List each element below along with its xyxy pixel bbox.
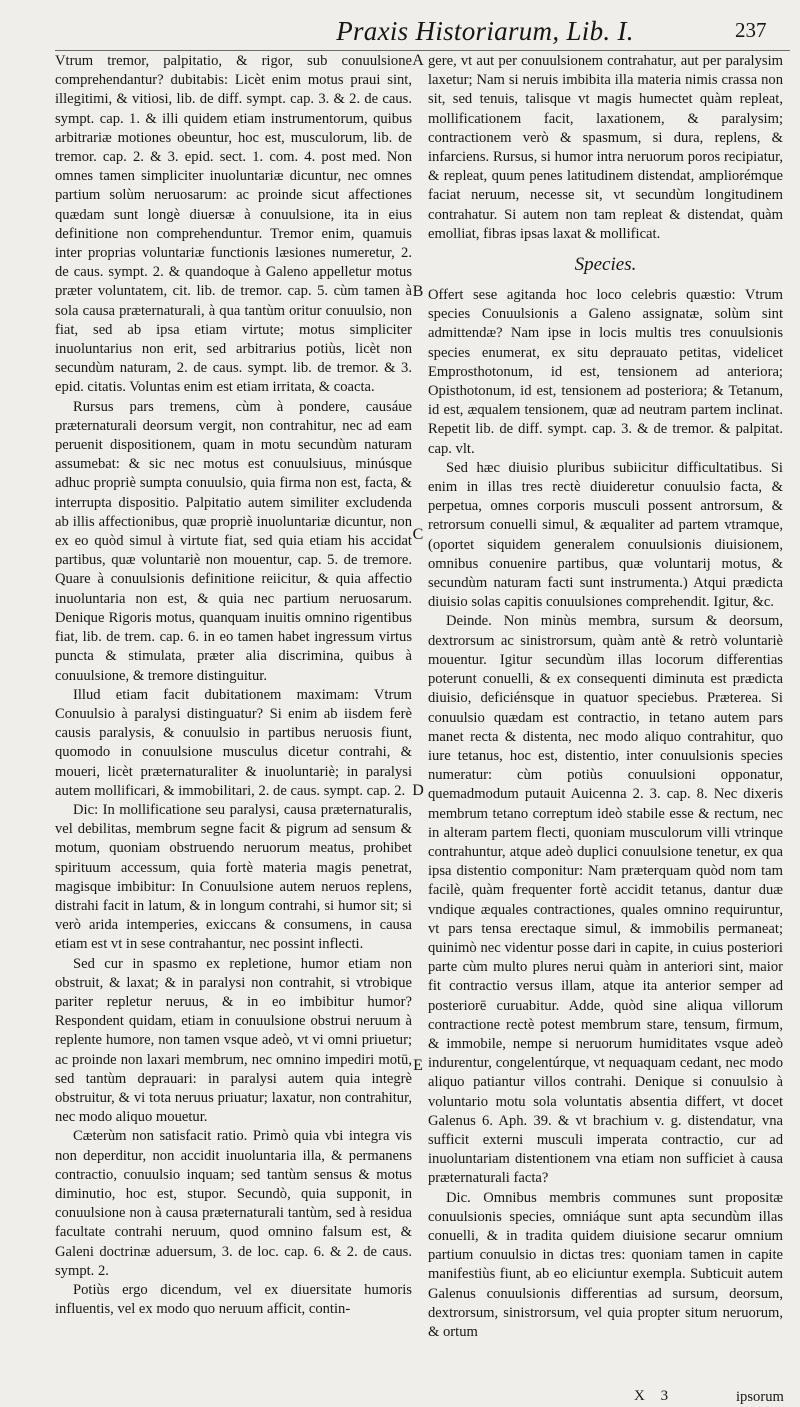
- page-number: 237: [735, 18, 767, 42]
- margin-letter-c: C: [412, 526, 424, 543]
- margin-letter-a: A: [412, 52, 424, 69]
- right-column: [428, 52, 783, 1342]
- paragraph: Vtrum tremor, palpitatio, & rigor, sub conuulsione comprehendantur? dubitabis: Licèt enim motus praui sint, illegitimi, & vitiosi, lib. de diff. sympt. cap. 3. & 2. de caus. sympt. cap. 1. & illi quidem etiam instrumentorum, quibus arbitrariæ motiones obeuntur, hoc est, musculorum, lib. de tremor. cap. 2. & 3. epid. sect. 1. com. 4. post med. Non omnes tamen simpliciter inuoluntariæ dicuntur, nec omnes partium solùm neruosarum: ac proinde sicut affectiones quædam sunt longè diuersæ à conuulsione, ita in eius definitione non comprehenduntur. Tremor enim, quamuis inter proprias voluntariæ functionis læsiones numeretur, 2. de caus. sympt. 2. & quandoque à Galeno appelletur motus præter voluntatem, cit. lib. de tremor. cap. 5. cùm tamen à sola causa præternaturali, à qua tantùm oritur conuulsio, non fiat, sed ab ipsa etiam virtute; motus simpliciter inuoluntarius non erit, sed arbitrarius potiùs, licèt non secundùm naturam, 2. de caus. sympt. lib. de tremor. & 3. epid. citatis. Voluntas enim est etiam irritata, & coacta.: [55, 53, 412, 396]
- paragraph: Sed cur in spasmo ex repletione, humor etiam non obstruit, & laxat; & in paralysi non contrahit, si vtrobique pariter repletur neruus, & in eo imbibitur humor? Respondent quidam, etiam in conuulsione obstrui neruum à replente humore, non tamen vsque adeò, vt vi omni priuetur; ac proinde non laxari membrum, nec omnino impediri motū, sed tantùm deprauari: in paralysi autem quia integrè obstruitur, & vi tota neruus priuatur; laxatur, non contrahitur, nec modo aliquo mouetur.: [55, 955, 412, 1126]
- paragraph: Rursus pars tremens, cùm à pondere, causáue præternaturali deorsum vergit, non contrahitur, nec ad eam peruenit dispositionem, quam in motu secundùm naturam assumebat: & sic nec motus est conuulsiuus, minúsque adhuc propriè sumpta conuulsio, quia firma non est, facta, & interrupta dispositio. Palpitatio autem similiter excludenda ab illis affectionibus, quæ propriè inuoluntariæ dicuntur, non ex eo quòd simul à virtute fiat, sed quia etiam his accidat partibus, quæ voluntariè non mouentur, cap. 5. de tremore. Quare à conuulsionis definitione reiicitur, & quia affectio inuoluntaria non est, & quia nec partium neruosarum. Denique Rigoris motus, quanquam inuitis omnino rigentibus fiat, lib. de trem. cap. 6. in eo tamen habet ingressum virtus puncta & stimulata, præter alia discrimina, quibus à conuulsione, & tremore distinguitur.: [55, 398, 412, 684]
- margin-letter-b: B: [412, 283, 424, 300]
- paragraph: Sed hæc diuisio pluribus subiicitur difficultatibus. Si enim in illas tres rectè diuideretur conuulsio facta, & perpetua, omnes corporis musculi possent antrorsum, & retrorsum conuelli simul, & æqualiter ad partem vtramque, (oportet siquidem generalem conuulsionis diuisionem, omnibus conuenire partibus, quæ voluntarij motus, & secundùm naturam facti sunt instrumenta.) Atqui prædicta diuisio solas capitis conuulsiones comprehendit. Igitur, &c.: [428, 459, 783, 611]
- running-head: Praxis Historiarum, Lib. I.: [336, 16, 634, 46]
- paragraph: Dic: In mollificatione seu paralysi, causa præternaturalis, vel debilitas, membrum segne facit & pigrum ad sensum & motum, quoniam obstruendo neruorum meatus, prohibet spirituum accessum, quia fortè materia magis penetrat, magisque imbibitur: In Conuulsione autem neruos replens, distrahi facit in latum, & in longum contrahi, si humor sit; si verò arida intemperies, exiccans & consumens, in causa etiam est vt in sese contrahantur, nec possint inflecti.: [55, 801, 412, 953]
- paragraph: Deinde. Non minùs membra, sursum & deorsum, dextrorsum ac sinistrorsum, quàm antè & retrò voluntariè mouentur. Igitur secundùm illas locorum differentias poterunt conuelli, & ex consequenti diminuta est prædicta diuisio, deficiénsque in quatuor speciebus. Præterea. Si conuulsio quædam est contractio, in tetano autem pars manet recta & distenta, nec modo aliquo contrahitur, quo iure tetanus, hoc est, distentio, inter conuulsionis species numeratur: cùm potiùs conuulsioni opponatur, quemadmodum putauit Auicenna 2. 3. cap. 8. Nec dixeris membrum tetano correptum ideò stabile esse & rectum, nec in alteram partem flecti, quoniam musculorum villi vtrinque contrahuntur, atque adeò duplici conuulsione tenetur, ex qua ipsa distentio componitur: Nam præterquam quòd nom tam facilè, quàm frequenter fortè accidit tetanus, dantur duæ vndique æquales contractiones, quales omnino requiruntur, vt pars tensa erectaque simul, & immobilis permaneat; quinimò nec videntur posse dari in capite, in cuius posteriori parte cùm multo plures nerui quàm in anteriori sint, maior fit contractio versus illam, atque ita anterior semper ad posteriorē curuabitur. Adde, quòd sine aliqua villorum contractione rectè potest membrum stare, tensum, firmum, & immobile, nempe si neruorum humiditates vsque adeò indurentur, congelentúrque, vt nequaquam cedant, nec modo aliquo patiantur villos contrahi. Denique si conuulsio à voluntario motu sola voluntatis absentia differt, vt docet Galenus 6. Aph. 39. & vt brachium v. g. distendatur, vna sufficit externi musculi imperata contractio, cur ad inuoluntariam distentionem vna etiam non sufficiet à causa præternaturali facta?: [428, 613, 783, 1187]
- paragraph: Dic. Omnibus membris communes sunt propositæ conuulsionis species, omniáque sunt apta secundùm illas conuelli, & in tradita quidem diuisione secarur omnium partium conuulsio in dictas tres: quoniam tamen in capite manifestiùs fiunt, ab eo eliciuntur exempla. Subticuit autem Galenus conuulsionis differentias ad sursum, deorsum, dextrorsum, sinistrorsum, vel quia propter situm neruorum, & ortum: [428, 1189, 783, 1340]
- paragraph-with-dropcap: Offert sese agitanda hoc loco celebris quæstio: Vtrum species Conuulsionis a Galeno assignatæ, solùm sint admittendæ? Nam ipse in locis multis tres conuulsionis species enumerat, ex situ deprauato petitas, videlicet Emprosthotonum, id est, tensionem ad anteriora; Opisthotonum, id est, tensionem ad posteriora; & Tetanum, id est, æqualem tensionem, quæ ad neutram partem inclinat. Repetit lib. de diff. sympt. cap. 3. & de tremor. & palpitat. cap. vlt.: [428, 287, 783, 457]
- signature-mark: X 3: [634, 1388, 675, 1404]
- margin-letter-e: E: [413, 1057, 423, 1074]
- header-rule: [55, 50, 790, 51]
- left-column: [55, 52, 412, 1319]
- margin-letter-d: D: [412, 782, 424, 799]
- paragraph: Cæterùm non satisfacit ratio. Primò quia vbi integra vis non deperditur, non accidit inuoluntaria illa, & permanens contractio, conuulsio inquam; sed tantùm sensus & motus diminutio, hoc est, stupor. Secundò, quia supponit, in conuulsione non à causa præternaturali tantùm, sed à residua facultate contrahi neruum, quod omnino falsum est, & Galeni doctrinæ aduersum, 3. de loc. cap. 6. & 2. de caus. sympt. 2.: [55, 1128, 412, 1279]
- section-title: Species.: [574, 254, 637, 276]
- paragraph: Illud etiam facit dubitationem maximam: Vtrum Conuulsio à paralysi distinguatur? Si enim ab iisdem ferè causis paralysis, & conuulsio in partibus neruosis fiunt, quomodo in conuulsione musculus dicetur contrahi, & moueri, licèt præternaturaliter & inuoluntariè; in paralysi autem mollificari, & immobilitari, 2. de caus. sympt. cap. 2.: [55, 686, 412, 799]
- catchword: ipsorum: [736, 1389, 784, 1405]
- paragraph: gere, vt aut per conuulsionem contrahatur, aut per paralysim laxetur; Nam si neruis imbibita illa materia nimis crassa non sit, sed tenuis, talisque vt magis humectet quàm repleat, mollificationem facit, laxationem, & paralysim; contractionem verò & spasmum, si dura, replens, & infarciens. Rursus, si humor intra neruorum poros recipiatur, & repleat, quum penes latitudinem distendat, ampliorémque faciat neruum, necesse sit, vt secundùm longitudinem contrahatur. Si autem non tam repleat & distendat, quàm emolliat, fibras ipsas laxat & mollificat.: [428, 53, 783, 242]
- paragraph: Potiùs ergo dicendum, vel ex diuersitate humoris influentis, vel ex modo quo neruum afficit, contin-: [55, 1282, 412, 1318]
